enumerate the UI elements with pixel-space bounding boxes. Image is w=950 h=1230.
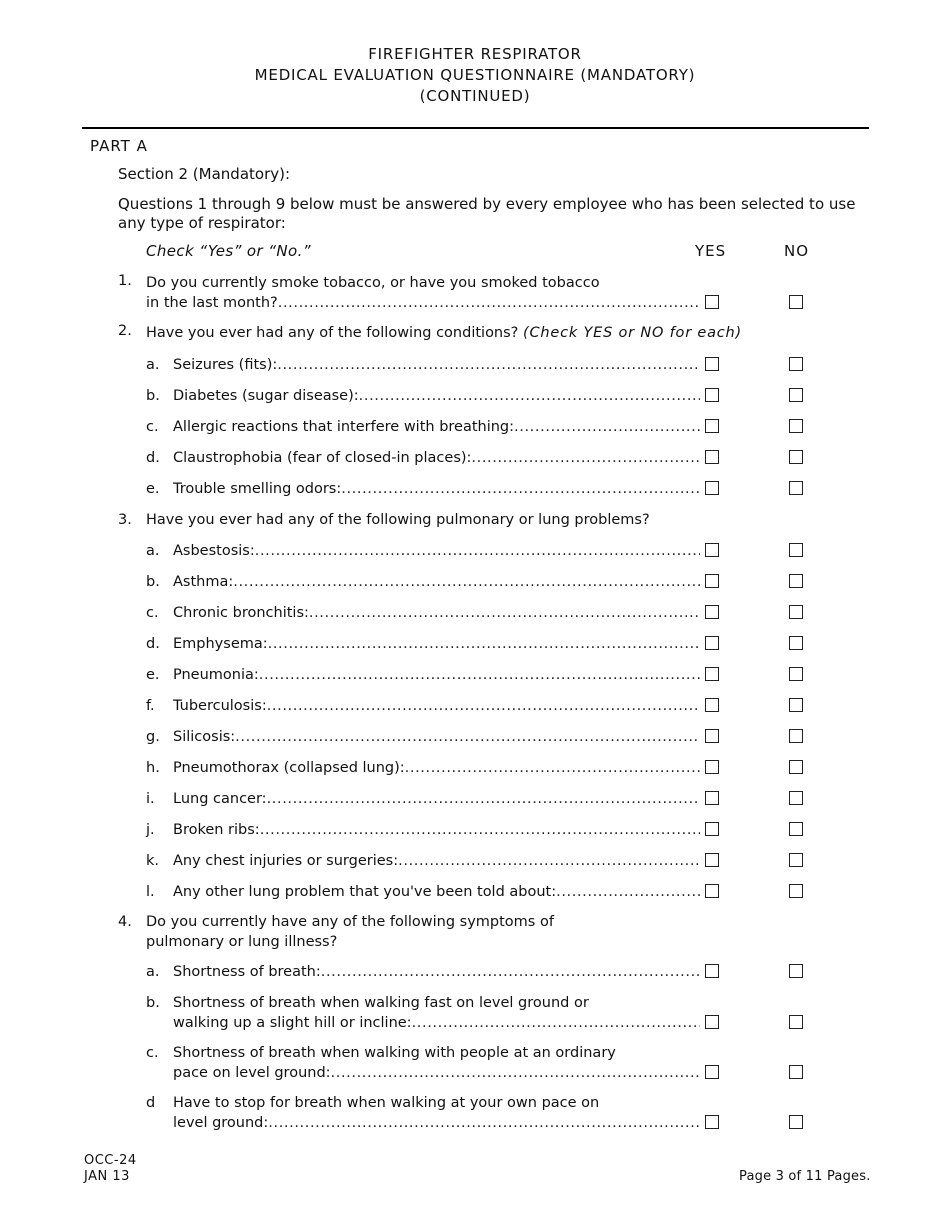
item-letter: i. (146, 791, 155, 807)
q4a-yes-checkbox[interactable] (705, 964, 719, 978)
q3j-yes-checkbox[interactable] (705, 822, 719, 836)
form-title (0, 44, 950, 107)
title-line-2: MEDICAL EVALUATION QUESTIONNAIRE (MANDATORY) (254, 66, 696, 84)
item-letter: k. (146, 853, 160, 869)
item-text: Asthma: (173, 574, 234, 590)
item-text: Diabetes (sugar disease): (173, 388, 359, 404)
q3h-no-checkbox[interactable] (789, 760, 803, 774)
question-text: Have you ever had any of the following conditions? (146, 325, 519, 341)
form-id: OCC-24 (84, 1153, 137, 1168)
leader-dots (309, 603, 700, 623)
item-text-line: Shortness of breath when walking fast on level ground or (173, 995, 589, 1011)
q3g-no-checkbox[interactable] (789, 729, 803, 743)
item-letter: a. (146, 964, 160, 980)
q3e-yes-checkbox[interactable] (705, 667, 719, 681)
leader-dots (268, 1113, 700, 1133)
item-text: Broken ribs: (173, 822, 260, 838)
item-text: Emphysema: (173, 636, 268, 652)
item-text-line: pace on level ground: (173, 1065, 331, 1081)
item-letter: e. (146, 481, 160, 497)
item-text: Lung cancer: (173, 791, 267, 807)
item-letter: b. (146, 574, 160, 590)
question-number: 1. (118, 273, 132, 289)
item-letter: c. (146, 605, 159, 621)
item-letter: f. (146, 698, 155, 714)
item-text: Silicosis: (173, 729, 236, 745)
form-date: JAN 13 (84, 1169, 130, 1184)
q3a-no-checkbox[interactable] (789, 543, 803, 557)
no-column-header: NO (784, 242, 810, 260)
q4d-yes-checkbox[interactable] (705, 1115, 719, 1129)
q4b-no-checkbox[interactable] (789, 1015, 803, 1029)
q2e-no-checkbox[interactable] (789, 481, 803, 495)
leader-dots (341, 479, 700, 499)
item-letter: c. (146, 1045, 159, 1061)
q3c-no-checkbox[interactable] (789, 605, 803, 619)
leader-dots (359, 386, 700, 406)
q3l-no-checkbox[interactable] (789, 884, 803, 898)
leader-dots (267, 789, 700, 809)
question-text-line: in the last month? (146, 295, 278, 311)
leader-dots (260, 820, 700, 840)
leader-dots (398, 851, 700, 871)
item-text: Asbestosis: (173, 543, 255, 559)
q3k-yes-checkbox[interactable] (705, 853, 719, 867)
leader-dots (259, 665, 700, 685)
leader-dots (277, 355, 700, 375)
item-letter: b. (146, 388, 160, 404)
title-line-1: FIREFIGHTER RESPIRATOR (368, 45, 582, 63)
q2a-yes-checkbox[interactable] (705, 357, 719, 371)
q2c-yes-checkbox[interactable] (705, 419, 719, 433)
q2b-yes-checkbox[interactable] (705, 388, 719, 402)
item-text-line: Shortness of breath when walking with people at an ordinary (173, 1045, 616, 1061)
part-label: PART A (90, 137, 148, 155)
q3b-yes-checkbox[interactable] (705, 574, 719, 588)
leader-dots (514, 417, 700, 437)
q3f-no-checkbox[interactable] (789, 698, 803, 712)
q3k-no-checkbox[interactable] (789, 853, 803, 867)
question-number: 3. (118, 512, 132, 528)
q3i-yes-checkbox[interactable] (705, 791, 719, 805)
title-line-3: (CONTINUED) (419, 87, 531, 105)
item-letter: j. (146, 822, 155, 838)
q3c-yes-checkbox[interactable] (705, 605, 719, 619)
q4b-yes-checkbox[interactable] (705, 1015, 719, 1029)
question-text: Have you ever had any of the following pulmonary or lung problems? (146, 512, 650, 528)
item-text: Shortness of breath: (173, 964, 321, 980)
q3b-no-checkbox[interactable] (789, 574, 803, 588)
item-text: Allergic reactions that interfere with breathing: (173, 419, 515, 435)
q2c-no-checkbox[interactable] (789, 419, 803, 433)
yes-column-header: YES (695, 242, 727, 260)
item-text: Claustrophobia (fear of closed-in places): (173, 450, 472, 466)
leader-dots (267, 696, 700, 716)
q3d-no-checkbox[interactable] (789, 636, 803, 650)
item-letter: h. (146, 760, 160, 776)
item-letter: b. (146, 995, 160, 1011)
item-text-line: Have to stop for breath when walking at your own pace on (173, 1095, 600, 1111)
q2b-no-checkbox[interactable] (789, 388, 803, 402)
item-letter: l. (146, 884, 155, 900)
item-letter: a. (146, 543, 160, 559)
leader-dots (268, 634, 700, 654)
question-note: (Check YES or NO for each) (523, 325, 742, 341)
leader-dots (331, 1063, 700, 1083)
question-number: 2. (118, 323, 132, 339)
item-text-line: walking up a slight hill or incline: (173, 1015, 412, 1031)
q3e-no-checkbox[interactable] (789, 667, 803, 681)
leader-dots (471, 448, 700, 468)
q2d-yes-checkbox[interactable] (705, 450, 719, 464)
leader-dots (233, 572, 700, 592)
item-text-line: level ground: (173, 1115, 269, 1131)
item-letter: a. (146, 357, 160, 373)
q3f-yes-checkbox[interactable] (705, 698, 719, 712)
item-letter: d (146, 1095, 156, 1111)
item-text: Pneumothorax (collapsed lung): (173, 760, 405, 776)
question-text-line: Do you currently have any of the following symptoms of (146, 914, 554, 930)
item-text: Chronic bronchitis: (173, 605, 309, 621)
question-text-line: pulmonary or lung illness? (146, 934, 338, 950)
q3g-yes-checkbox[interactable] (705, 729, 719, 743)
q3j-no-checkbox[interactable] (789, 822, 803, 836)
item-letter: d. (146, 636, 160, 652)
q2e-yes-checkbox[interactable] (705, 481, 719, 495)
q1-no-checkbox[interactable] (789, 295, 803, 309)
page-number: Page 3 of 11 Pages. (739, 1169, 871, 1184)
item-text: Pneumonia: (173, 667, 259, 683)
leader-dots (235, 727, 700, 747)
item-text: Tuberculosis: (173, 698, 267, 714)
q2d-no-checkbox[interactable] (789, 450, 803, 464)
intro-text: Questions 1 through 9 below must be answered by every employee who has been selected to use any type of respirator: (118, 195, 856, 232)
q4c-no-checkbox[interactable] (789, 1065, 803, 1079)
header-divider (82, 127, 869, 129)
leader-dots (556, 882, 700, 902)
item-text: Trouble smelling odors: (173, 481, 342, 497)
leader-dots (321, 962, 700, 982)
q4a-no-checkbox[interactable] (789, 964, 803, 978)
item-letter: c. (146, 419, 159, 435)
q3l-yes-checkbox[interactable] (705, 884, 719, 898)
leader-dots (255, 541, 700, 561)
q3d-yes-checkbox[interactable] (705, 636, 719, 650)
q2a-no-checkbox[interactable] (789, 357, 803, 371)
q4c-yes-checkbox[interactable] (705, 1065, 719, 1079)
q1-yes-checkbox[interactable] (705, 295, 719, 309)
q3a-yes-checkbox[interactable] (705, 543, 719, 557)
leader-dots (405, 758, 700, 778)
question-text-line: Do you currently smoke tobacco, or have you smoked tobacco (146, 275, 600, 291)
leader-dots (412, 1013, 700, 1033)
item-letter: g. (146, 729, 160, 745)
q3h-yes-checkbox[interactable] (705, 760, 719, 774)
form-identifier (84, 1153, 137, 1185)
item-letter: e. (146, 667, 160, 683)
item-letter: d. (146, 450, 160, 466)
item-text: Seizures (fits): (173, 357, 278, 373)
q4d-no-checkbox[interactable] (789, 1115, 803, 1129)
item-text: Any other lung problem that you've been told about: (173, 884, 557, 900)
section-label: Section 2 (Mandatory): (118, 165, 291, 183)
check-instruction: Check “Yes” or “No.” (146, 242, 311, 260)
leader-dots (278, 293, 700, 313)
item-text: Any chest injuries or surgeries: (173, 853, 399, 869)
question-number: 4. (118, 914, 132, 930)
q3i-no-checkbox[interactable] (789, 791, 803, 805)
